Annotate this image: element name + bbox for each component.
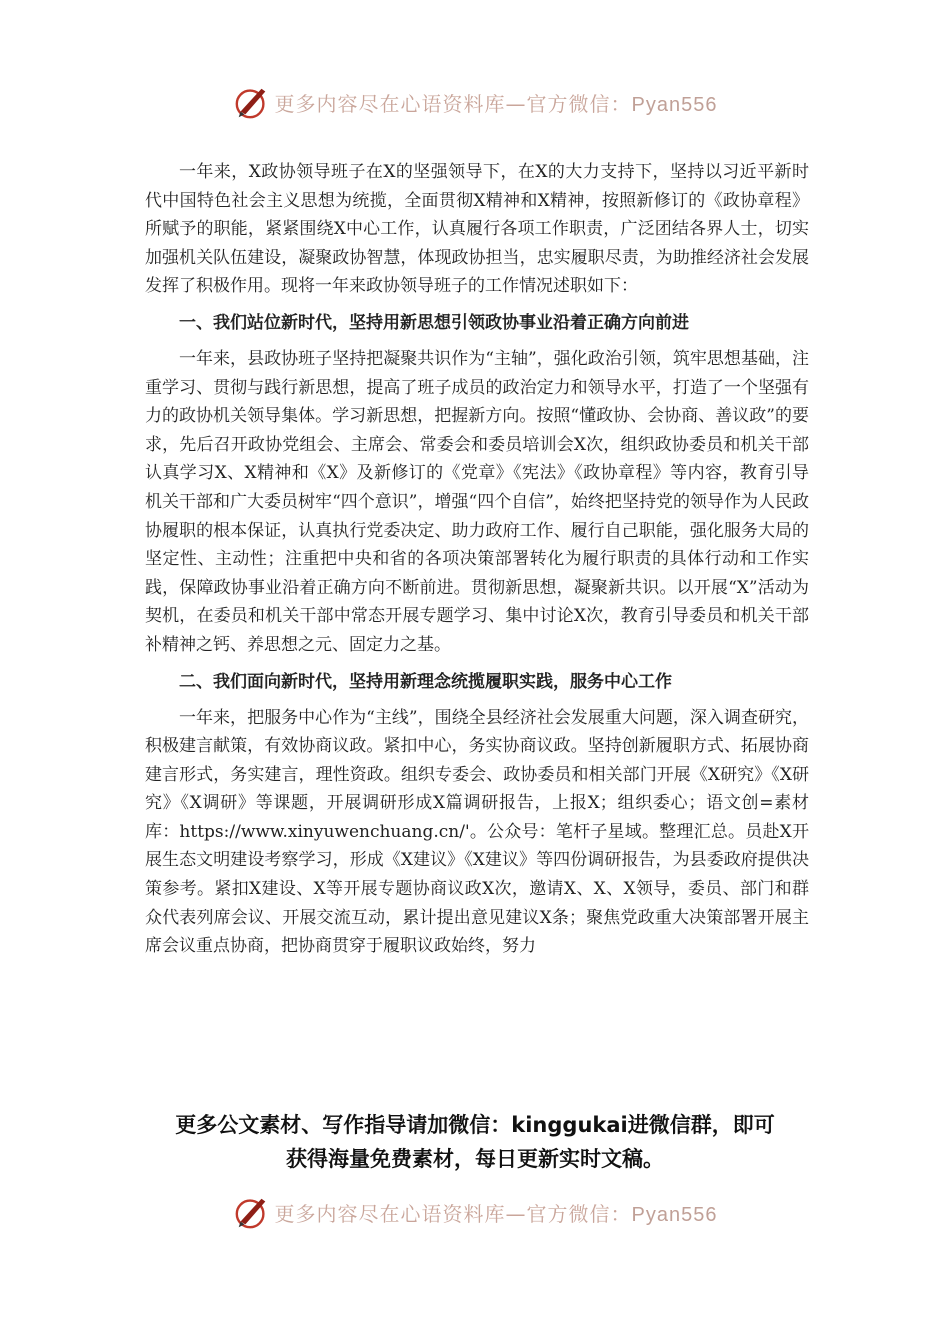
promo-line-1: 更多公文素材、写作指导请加微信：kinggukai进微信群，即可	[175, 1113, 775, 1137]
pen-logo-icon	[233, 83, 271, 121]
promo-notice	[95, 1108, 855, 1176]
section-heading-2: 二、我们面向新时代，坚持用新理念统揽履职实践，服务中心工作	[179, 671, 672, 692]
header-banner	[0, 80, 950, 124]
promo-line-2: 获得海量免费素材，每日更新实时文稿。	[286, 1147, 664, 1171]
section-heading-1: 一、我们站位新时代，坚持用新思想引领政协事业沿着正确方向前进	[179, 312, 689, 333]
footer-banner	[0, 1190, 950, 1234]
banner-text: 更多内容尽在心语资料库—官方微信：Pyan556	[274, 91, 718, 116]
document-body	[145, 158, 809, 961]
banner-text: 更多内容尽在心语资料库—官方微信：Pyan556	[274, 1201, 718, 1226]
intro-paragraph: 一年来，X政协领导班子在X的坚强领导下，在X的大力支持下，坚持以习近平新时代中国特色社会主义思想为统揽，全面贯彻X精神和X精神，按照新修订的《政协章程》所赋予的职能，紧紧围绕X中心工作，认真履行各项工作职责，广泛团结各界人士，切实加强机关队伍建设，凝聚政协智慧，体现政协担当，忠实履职尽责，为助推经济社会发展发挥了积极作用。现将一年来政协领导班子的工作情况述职如下：	[145, 162, 809, 297]
pen-logo-icon	[233, 1193, 271, 1231]
section-1-paragraph: 一年来，县政协班子坚持把凝聚共识作为“主轴”，强化政治引领，筑牢思想基础，注重学习、贯彻与践行新思想，提高了班子成员的政治定力和领导水平，打造了一个坚强有力的政协机关领导集体。学习新思想，把握新方向。按照“懂政协、会协商、善议政”的要求，先后召开政协党组会、主席会、常委会和委员培训会X次，组织政协委员和机关干部认真学习X、X精神和《X》及新修订的《党章》《宪法》《政协章程》等内容，教育引导机关干部和广大委员树牢“四个意识”，增强“四个自信”，始终把坚持党的领导作为人民政协履职的根本保证，认真执行党委决定、助力政府工作、履行自己职能，强化服务大局的坚定性、主动性；注重把中央和省的各项决策部署转化为履行职责的具体行动和工作实践，保障政协事业沿着正确方向不断前进。贯彻新思想，凝聚新共识。以开展“X”活动为契机，在委员和机关干部中常态开展专题学习、集中讨论X次，教育引导委员和机关干部补精神之钙、养思想之元、固定力之基。	[145, 348, 809, 655]
section-2-paragraph: 一年来，把服务中心作为“主线”，围绕全县经济社会发展重大问题，深入调查研究，积极建言献策，有效协商议政。紧扣中心，务实协商议政。坚持创新履职方式、拓展协商建言形式，务实建言，理性资政。组织专委会、政协委员和相关部门开展《X研究》《X研究》《X调研》等课题，开展调研形成X篇调研报告，上报X；组织委心；语文创=素材库：https://www.xinyuwenchuang.cn/'。公众号：笔杆子星域。整理汇总。员赴X开展生态文明建设考察学习，形成《X建议》《X建议》等四份调研报告，为县委政府提供决策参考。紧扣X建设、X等开展专题协商议政X次，邀请X、X、X领导，委员、部门和群众代表列席会议、开展交流互动，累计提出意见建议X条；聚焦党政重大决策部署开展主席会议重点协商，把协商贯穿于履职议政始终，努力	[145, 707, 809, 957]
